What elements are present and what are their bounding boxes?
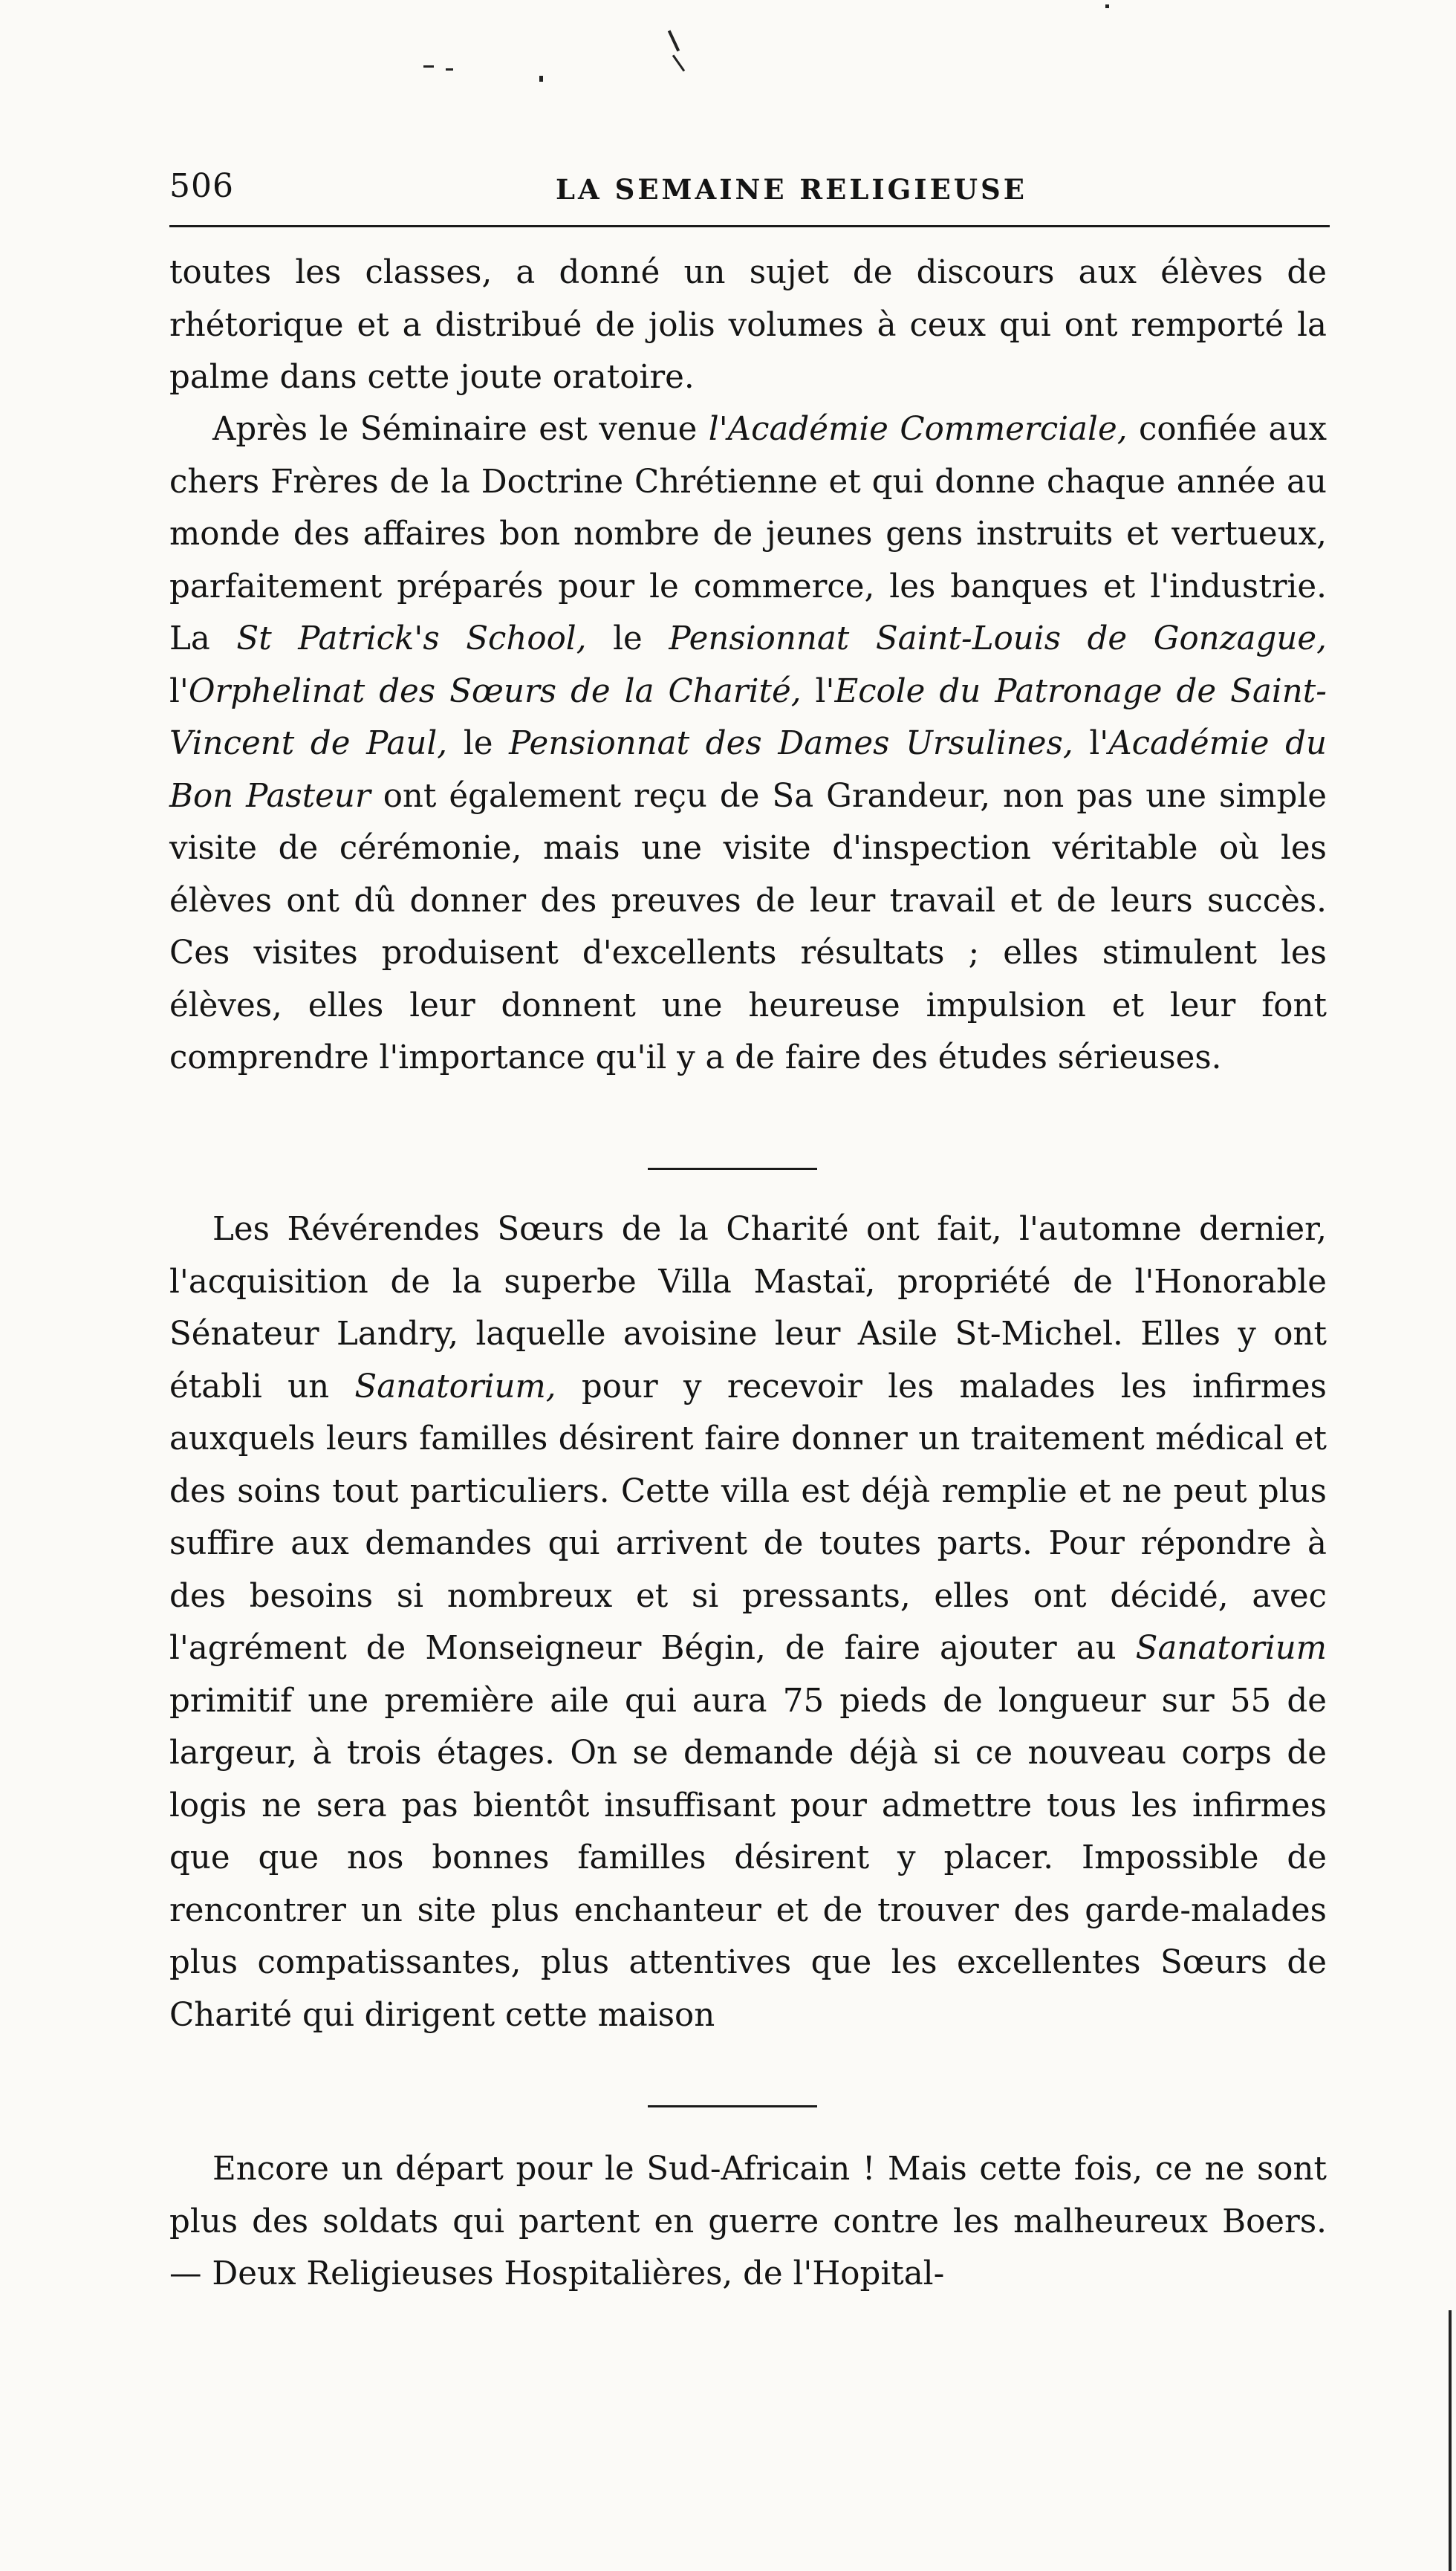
paragraph-departure (169, 2143, 1327, 2301)
scan-speck (423, 65, 434, 68)
scan-speck (539, 76, 543, 82)
paragraph-text: Les Révérendes Sœurs de la Charité ont fait, l'automne dernier, l'acquisition de la superbe Villa Mastaï, propriété de l'Honorable Sénateur Landry, laquelle avoisine leur Asile St-Michel. Elles y ont établi un Sanatorium, pour y recevoir les malades les infirmes auxquels leurs familles désirent faire donner un traitement médical et des soins tout particuliers. Cette villa est déjà remplie et ne peut plus suffire aux demandes qui arrivent de toutes parts. Pour répondre à des besoins si nombreux et si pressants, elles ont décidé, avec l'agrément de Monseigneur Bégin, de faire ajouter au Sanatorium primitif une première aile qui aura 75 pieds de longueur sur 55 de largeur, à trois étages. On se demande déjà si ce nouveau corps de logis ne sera pas bientôt insuffisant pour admettre tous les infirmes que que nos bonnes familles désirent y placer. Impossible de rencontrer un site plus enchanteur et de trouver des garde-malades plus compatissantes, plus attentives que les excellentes Sœurs de Charité qui dirigent cette maison (169, 1211, 1327, 2034)
paragraph-sanatorium (169, 1203, 1327, 2041)
paragraph-academies (169, 403, 1327, 1085)
paragraph-text: Encore un départ pour le Sud-Africain ! Mais cette fois, ce ne sont plus des soldats qui partent en guerre contre les malheureux Boers. — Deux Religieuses Hospitalières, de l'Hopital- (169, 2151, 1327, 2292)
page-number: 506 (169, 167, 234, 205)
scan-speck (1105, 4, 1109, 8)
paragraph-text: toutes les classes, a donné un sujet de discours aux élèves de rhétorique et a distribué de jolis volumes à ceux qui ont remporté la palme dans cette joute oratoire. (169, 254, 1327, 396)
paragraph-text: Après le Séminaire est venue l'Académie Commerciale, confiée aux chers Frères de la Doctrine Chrétienne et qui donne chaque année au monde des affaires bon nombre de jeunes gens instruits et vertueux, parfaitement préparés pour le commerce, les banques et l'industrie. La St Patrick's School, le Pensionnat Saint-Louis de Gonzague, l'Orphelinat des Sœurs de la Charité, l'Ecole du Patronage de Saint-Vincent de Paul, le Pensionnat des Dames Ursulines, l'Académie du Bon Pasteur ont également reçu de Sa Grandeur, non pas une simple visite de cérémonie, mais une visite d'inspection véritable où les élèves ont dû donner des preuves de leur travail et de leurs succès. Ces visites produisent d'excellents résultats ; elles stimulent les élèves, elles leur donnent une heureuse impulsion et leur font comprendre l'importance qu'il y a de faire des études sérieuses. (169, 411, 1327, 1076)
scan-speck (668, 30, 680, 52)
header-rule (169, 225, 1330, 227)
paragraph-continuation (169, 247, 1327, 404)
scan-edge-mark (1449, 2310, 1452, 2571)
section-separator (648, 1168, 817, 1170)
running-title: LA SEMAINE RELIGIEUSE (556, 173, 1027, 206)
section-separator (648, 2105, 817, 2107)
running-head (169, 167, 1330, 212)
scan-speck (446, 68, 453, 71)
scan-speck (672, 54, 685, 71)
